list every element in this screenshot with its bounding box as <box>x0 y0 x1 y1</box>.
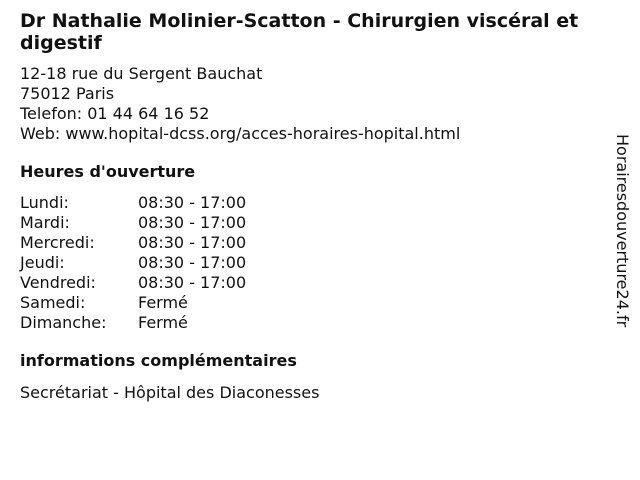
day-label: Dimanche: <box>20 313 107 332</box>
hours-row <box>20 273 616 293</box>
hours-row <box>20 313 616 333</box>
day-label: Mardi: <box>20 213 70 232</box>
time-value: Fermé <box>138 313 188 332</box>
website-link[interactable]: Web: www.hopital-dcss.org/acces-horaires-hopital.html <box>20 124 461 143</box>
day-label: Lundi: <box>20 193 69 212</box>
day-label: Jeudi: <box>20 253 65 272</box>
opening-hours-table <box>20 193 616 333</box>
phone-number: Telefon: 01 44 64 16 52 <box>20 104 210 123</box>
main-content <box>20 10 616 403</box>
time-value: 08:30 - 17:00 <box>138 213 247 232</box>
hours-row <box>20 213 616 233</box>
time-value: 08:30 - 17:00 <box>138 253 247 272</box>
hours-row <box>20 293 616 313</box>
hours-row <box>20 193 616 213</box>
additional-info-heading: informations complémentaires <box>20 351 297 370</box>
time-value: 08:30 - 17:00 <box>138 273 247 292</box>
address-block <box>20 64 616 144</box>
time-value: 08:30 - 17:00 <box>138 193 247 212</box>
additional-info-text: Secrétariat - Hôpital des Diaconesses <box>20 383 320 402</box>
address-street: 12-18 rue du Sergent Bauchat <box>20 64 263 83</box>
hours-row <box>20 233 616 253</box>
page-title: Dr Nathalie Molinier-Scatton - Chirurgien viscéral et digestif <box>20 10 579 54</box>
day-label: Samedi: <box>20 293 86 312</box>
address-city: 75012 Paris <box>20 84 115 103</box>
time-value: 08:30 - 17:00 <box>138 233 247 252</box>
day-label: Mercredi: <box>20 233 95 252</box>
time-value: Fermé <box>138 293 188 312</box>
opening-hours-heading: Heures d'ouverture <box>20 162 196 181</box>
day-label: Vendredi: <box>20 273 96 292</box>
hours-row <box>20 253 616 273</box>
site-watermark: Horairesdouverture24.fr <box>613 134 632 328</box>
